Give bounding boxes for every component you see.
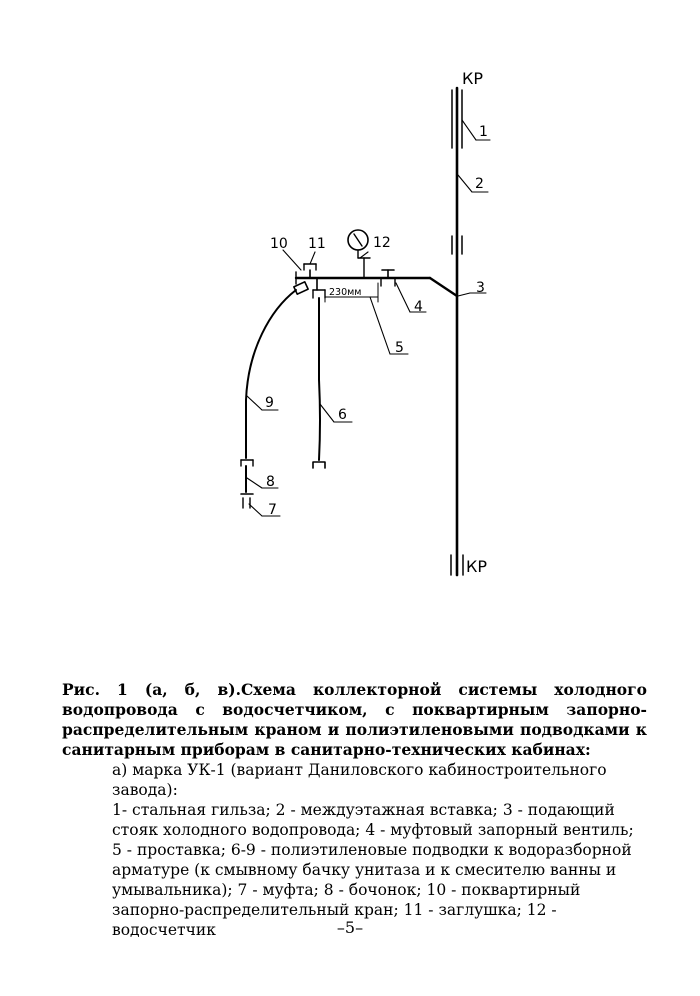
callout-3: 3 xyxy=(476,280,485,296)
callout-8: 8 xyxy=(266,474,275,490)
callout-10: 10 xyxy=(270,236,288,252)
caption-variant-line: а) марка УК-1 (вариант Даниловского кабиностроительного завода): xyxy=(112,761,607,799)
branch-6-end-fitting xyxy=(313,462,325,468)
branch-pipe-9 xyxy=(246,290,296,458)
figure-caption xyxy=(62,680,647,940)
callout-11: 11 xyxy=(308,236,326,252)
caption-legend: 1- стальная гильза; 2 - междуэтажная вставка; 3 - подающий стояк холодного водопровода; 4 - муфтовый запорный вентиль; 5 - проставка; 6-9 - полиэтиленовые подводки к водоразборной арматуре (к смывному бачку унитаза и к смесителю ванны и умывальника); 7 - муфта; 8 - бочонок; 10 - поквартирный запорно-распределительный кран; 11 - заглушка; 12 - водосчетчик xyxy=(112,801,634,939)
caption-title: Рис. 1 (а, б, в).Схема коллекторной системы холодного водопровода с водосчетчиком, с поквартирным запорно-распределительным краном и полиэтиленовыми подводками к санитарным приборам в санитарно-технических кабинах: xyxy=(62,680,647,759)
callout-5: 5 xyxy=(395,340,404,356)
callout-2: 2 xyxy=(475,176,484,192)
dimension-label: 230мм xyxy=(329,287,362,298)
callout-7: 7 xyxy=(268,502,277,518)
riser-bottom-label: КР xyxy=(466,557,488,576)
callout-6: 6 xyxy=(338,407,347,423)
callout-9: 9 xyxy=(265,395,274,411)
apartment-valve xyxy=(294,264,325,298)
callout-4: 4 xyxy=(414,299,423,315)
barrel-fitting xyxy=(241,460,253,492)
riser-top-label: КР xyxy=(462,69,484,88)
callout-1: 1 xyxy=(479,124,488,140)
callout-12: 12 xyxy=(373,235,391,251)
page-number: –5– xyxy=(336,918,364,937)
branch-pipe-6 xyxy=(319,298,320,460)
